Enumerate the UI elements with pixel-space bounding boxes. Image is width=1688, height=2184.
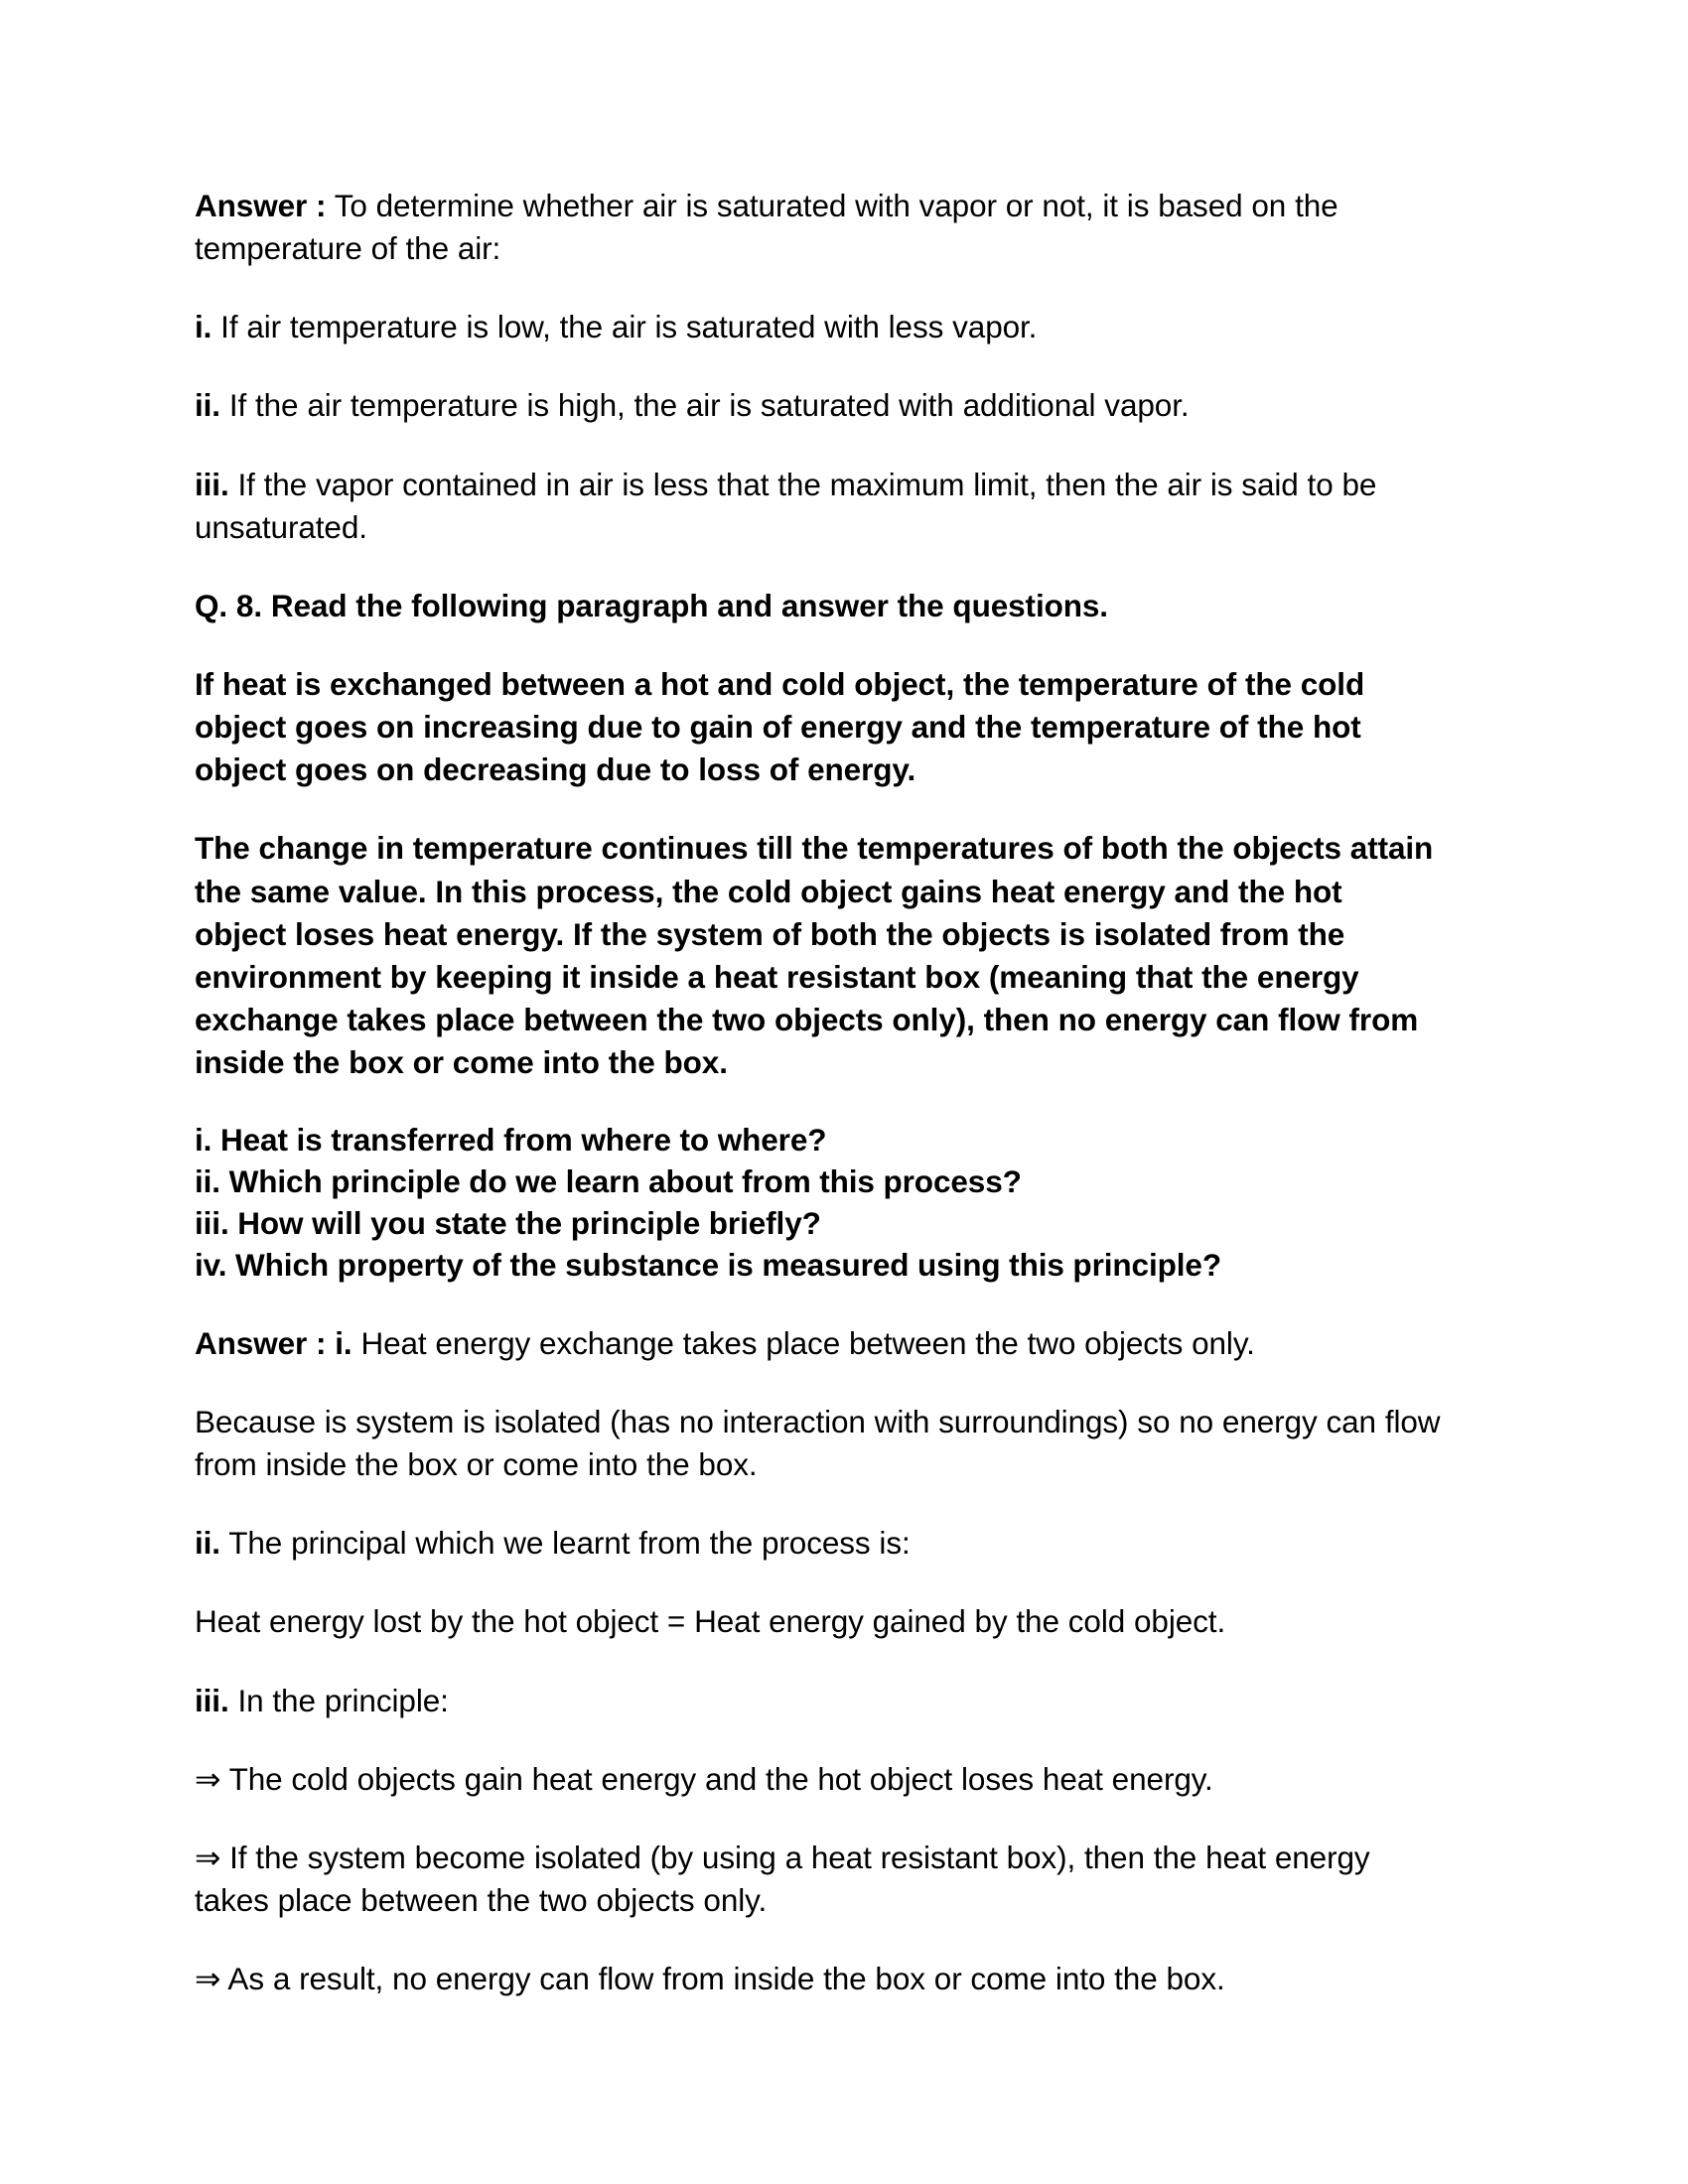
principle-statement: Heat energy lost by the hot object = Heat energy gained by the cold object. (195, 1603, 1226, 1640)
arrow-point-2-text: If the system become isolated (by using a heat resistant box), then the heat energy takes place between the two objects only. (195, 1839, 1370, 1918)
answer-ii-marker: ii. (195, 1525, 220, 1562)
sub-question-iv: iv. Which property of the substance is measured using this principle? (195, 1246, 1221, 1283)
point-iii-text: If the vapor contained in air is less that the maximum limit, then the air is said to be unsaturated. (195, 466, 1377, 545)
answer-i-label: Answer : i. (195, 1324, 352, 1361)
point-ii (195, 384, 1441, 427)
sub-question-ii: ii. Which principle do we learn about from this process? (195, 1163, 1022, 1200)
answer-iii-marker: iii. (195, 1682, 229, 1718)
answer-i-text: Heat energy exchange takes place between the two objects only. (352, 1324, 1255, 1361)
arrow-point-1-text: The cold objects gain heat energy and the hot object loses heat energy. (220, 1760, 1213, 1797)
answer-intro-paragraph (195, 185, 1441, 270)
sub-question-iii: iii. How will you state the principle briefly? (195, 1205, 821, 1242)
point-i (195, 306, 1441, 348)
answer-iii-paragraph (195, 1680, 1441, 1722)
point-iii-marker: iii. (195, 466, 229, 502)
answer-ii-text: The principal which we learnt from the process is: (219, 1525, 911, 1562)
paragraph-one: If heat is exchanged between a hot and cold object, the temperature of the cold object goes on increasing due to gain of energy and the temperature of the hot object goes on decreasing due to loss of energy. (195, 665, 1365, 788)
answer-ii-paragraph (195, 1522, 1441, 1565)
answer-label: Answer : (195, 188, 327, 223)
point-i-marker: i. (195, 309, 212, 345)
point-ii-marker: ii. (195, 387, 220, 424)
point-iii (195, 464, 1441, 549)
point-ii-text: If the air temperature is high, the air is saturated with additional vapor. (219, 387, 1190, 424)
arrow-point-3 (195, 1958, 1441, 2000)
answer-iii-text: In the principle: (228, 1682, 449, 1718)
sub-question-i: i. Heat is transferred from where to where? (195, 1122, 827, 1159)
point-i-text: If air temperature is low, the air is saturated with less vapor. (211, 309, 1038, 345)
answer-i-explanation: Because is system is isolated (has no interaction with surroundings) so no energy can flow from inside the box or come into the box. (195, 1403, 1441, 1483)
sub-questions-list (195, 1120, 1441, 1287)
arrow-point-1 (195, 1758, 1441, 1801)
double-right-arrow-icon: ⇒ (195, 1961, 221, 1997)
document-body (195, 185, 1441, 2000)
answer-intro-text: To determine whether air is saturated with vapor or not, it is based on the temperature of the air: (195, 188, 1338, 267)
paragraph-two: The change in temperature continues till the temperatures of both the objects attain the same value. In this process, the cold object gains heat energy and the hot object loses heat energy. If the system of both the objects is isolated from the environment by keeping it inside a heat resistant box (meaning that the energy exchange takes place between the two objects only), then no energy can flow from inside the box or come into the box. (195, 830, 1434, 1081)
answer-i-paragraph (195, 1322, 1441, 1365)
arrow-point-3-text: As a result, no energy can flow from inside the box or come into the box. (220, 1961, 1225, 1997)
double-right-arrow-icon: ⇒ (195, 1760, 221, 1797)
double-right-arrow-icon: ⇒ (195, 1839, 221, 1875)
question-8-heading: Q. 8. Read the following paragraph and answer the questions. (195, 587, 1108, 623)
arrow-point-2 (195, 1837, 1441, 1922)
